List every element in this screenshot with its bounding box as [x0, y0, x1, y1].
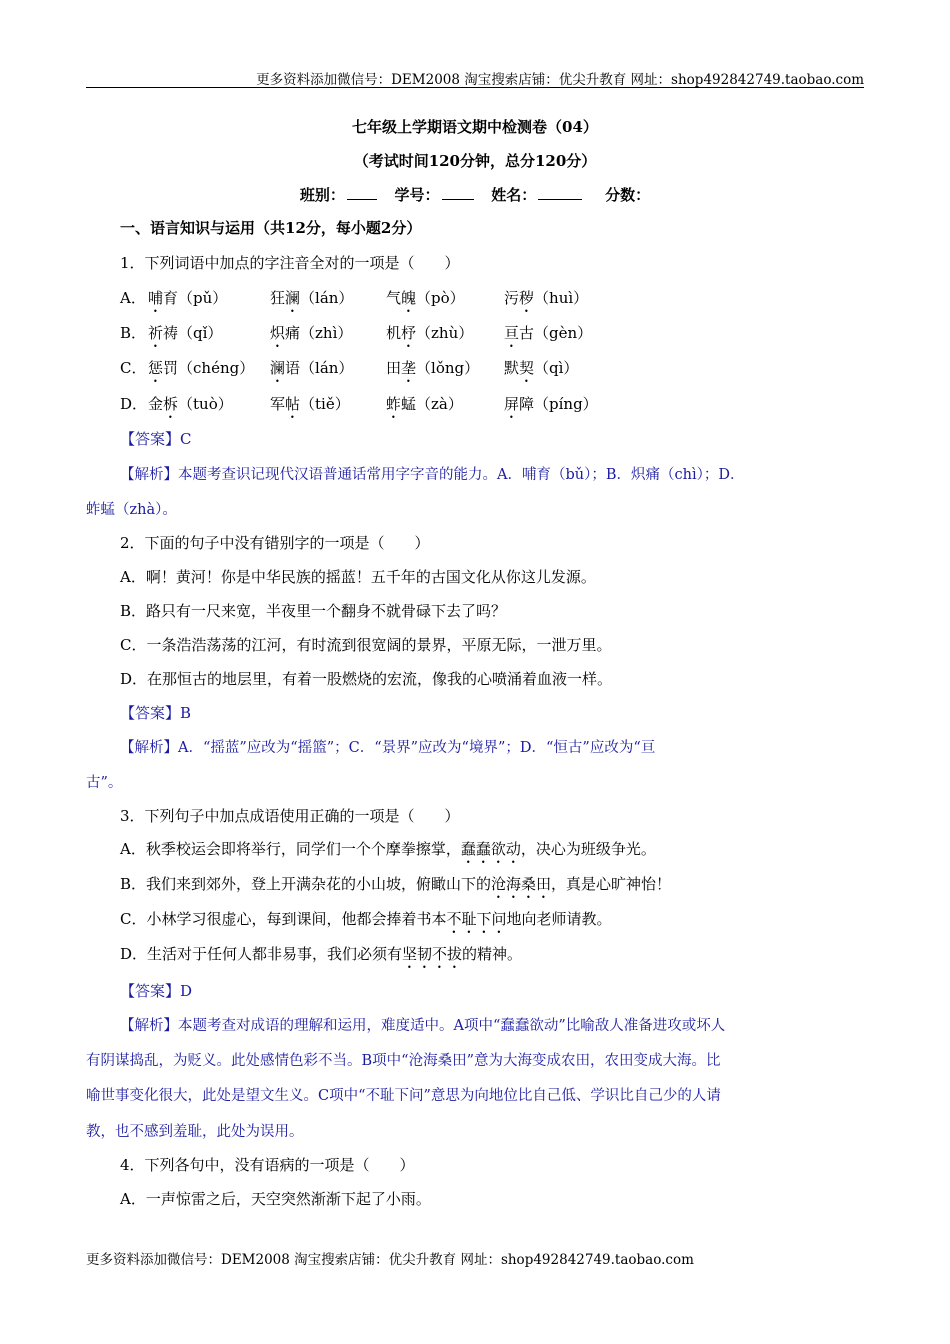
q1-option-item — [148, 357, 254, 386]
item-text: 狂 — [270, 289, 286, 307]
item-text: 田 — [386, 359, 402, 377]
dotted-char: 秽 — [519, 289, 535, 307]
number-label: 学号： — [394, 186, 440, 204]
header-text: 更多资料添加微信号：DEM2008 淘宝搜索店铺：优尖升教育 网址：shop492842749.taobao.com — [256, 72, 864, 88]
q1-option-item — [504, 393, 598, 422]
dotted-char: 柝 — [163, 395, 179, 413]
option-text: C．小林学习很虚心，每到课间，他都会捧着书本 — [120, 910, 447, 928]
q1-option-item — [386, 322, 473, 351]
q1-answer: 【答案】C — [120, 430, 192, 448]
dotted-char: 澜 — [270, 359, 286, 377]
dotted-char: 澜 — [285, 289, 301, 307]
q2-option: B．路只有一尺来宽，半夜里一个翻身不就骨碌下去了吗？ — [120, 602, 507, 620]
item-text: （tuò） — [178, 395, 233, 413]
q1-option-item — [504, 322, 592, 351]
class-blank — [347, 185, 377, 200]
q4-stem: 4．下列各句中，没有语病的一项是（ ） — [120, 1156, 415, 1174]
option-letter: A． — [120, 289, 146, 307]
q3-option — [120, 908, 612, 937]
dotted-idiom: 蠢蠢欲动 — [460, 840, 521, 858]
option-text: B．我们来到郊外，登上开满杂花的小山坡，俯瞰山下的 — [120, 875, 492, 893]
item-text: （huì） — [534, 289, 589, 307]
option-text: 的精神。 — [462, 945, 523, 963]
dotted-idiom: 不耻下问 — [446, 910, 507, 928]
item-text: 语（lán） — [285, 359, 354, 377]
class-label: 班别： — [299, 186, 345, 204]
score-label: 分数： — [605, 186, 651, 204]
q2-stem: 2．下面的句子中没有错别字的一项是（ ） — [120, 534, 430, 552]
q1-option-item — [386, 393, 463, 422]
q1-option-item — [504, 287, 588, 316]
q1-stem: 1．下列词语中加点的字注音全对的一项是（ ） — [120, 254, 460, 272]
option-letter: C． — [120, 359, 147, 377]
q1-option-item — [504, 357, 578, 386]
option-text: ，决心为班级争光。 — [520, 840, 656, 858]
dotted-char: 垄 — [401, 359, 417, 377]
dotted-char: 帖 — [285, 395, 301, 413]
item-text: （zhù） — [416, 324, 474, 342]
q4-option: A．一声惊雷之后，天空突然渐渐下起了小雨。 — [120, 1190, 431, 1208]
item-text: 默 — [504, 359, 520, 377]
dotted-idiom: 坚韧不拔 — [402, 945, 463, 963]
q1-option-item — [270, 287, 353, 316]
q2-option: D．在那恒古的地层里，有着一股燃烧的宏流，像我的心喷涌着血液一样。 — [120, 670, 613, 688]
q3-analysis-line: 教，也不感到羞耻，此处为误用。 — [86, 1124, 304, 1140]
item-text: （tiě） — [300, 395, 350, 413]
item-text: 机 — [386, 324, 402, 342]
item-text: （pò） — [416, 289, 465, 307]
q3-option — [120, 838, 656, 867]
item-text: 痛（zhì） — [285, 324, 353, 342]
dotted-char: 炽 — [270, 324, 286, 342]
option-text: D．生活对于任何人都非易事，我们必须有 — [120, 945, 403, 963]
dotted-char: 契 — [519, 359, 535, 377]
student-info-line — [0, 184, 950, 205]
dotted-char: 祈 — [148, 324, 164, 342]
q2-option: C．一条浩浩荡荡的江河，有时流到很宽阔的景界，平原无际，一泄万里。 — [120, 636, 612, 654]
option-letter: B． — [120, 324, 147, 342]
item-text: 障（píng） — [519, 395, 598, 413]
dotted-char: 杼 — [401, 324, 417, 342]
q3-analysis-line: 【解析】本题考查对成语的理解和运用，难度适中。A项中“蠢蠢欲动”比喻敌人准备进攻或坏人 — [120, 1018, 726, 1034]
q2-analysis-line: 【解析】A．“摇蓝”应改为“摇篮”；C．“景界”应改为“境界”；D．“恒古”应改为“亘 — [120, 740, 656, 756]
item-text: 蜢（zà） — [401, 395, 463, 413]
number-blank — [442, 185, 474, 200]
dotted-char: 屏 — [504, 395, 520, 413]
q1-option-item — [270, 357, 353, 386]
option-text: A．秋季校运会即将举行，同学们一个个摩拳擦掌， — [120, 840, 461, 858]
q3-analysis-line: 有阴谋捣乱，为贬义。此处感情色彩不当。B项中“沧海桑田”意为大海变成农田，农田变成大海。比 — [86, 1053, 721, 1069]
q3-option — [120, 873, 671, 902]
page-subtitle: （考试时间120分钟，总分120分） — [353, 152, 597, 170]
item-text: 气 — [386, 289, 402, 307]
q1-option-item — [386, 287, 465, 316]
item-text: 军 — [270, 395, 286, 413]
dotted-char: 哺 — [148, 289, 164, 307]
q3-answer: 【答案】D — [120, 982, 193, 1000]
q3-analysis-line: 喻世事变化很大，此处是望文生义。C项中“不耻下问”意思为向地位比自己低、学识比自己少的人请 — [86, 1088, 721, 1104]
q1-option-item — [270, 322, 352, 351]
q1-option-item — [386, 357, 479, 386]
section-heading: 一、语言知识与运用（共12分，每小题2分） — [120, 219, 422, 237]
item-text: 罚（chéng） — [163, 359, 255, 377]
footer-text: 更多资料添加微信号：DEM2008 淘宝搜索店铺：优尖升教育 网址：shop492842749.taobao.com — [86, 1252, 694, 1268]
page-title: 七年级上学期语文期中检测卷（04） — [352, 118, 598, 136]
item-text: （lán） — [300, 289, 354, 307]
item-text: 祷（qǐ） — [163, 324, 223, 342]
q3-stem: 3．下列句子中加点成语使用正确的一项是（ ） — [120, 807, 460, 825]
item-text: 金 — [148, 395, 164, 413]
q3-option — [120, 943, 522, 972]
q2-option: A．啊！黄河！你是中华民族的摇蓝！五千年的古国文化从你这儿发源。 — [120, 568, 596, 586]
q1-analysis-line: 【解析】本题考查识记现代汉语普通话常用字字音的能力。A．哺育（bǔ）；B．炽痛（chì）；D． — [120, 467, 745, 483]
q2-analysis-line: 古”。 — [86, 775, 123, 791]
q1-option-item — [148, 393, 233, 422]
dotted-char: 亘 — [504, 324, 520, 342]
q1-option-item — [148, 322, 222, 351]
item-text: （lǒng） — [416, 359, 480, 377]
option-text: ，真是心旷神怡！ — [551, 875, 672, 893]
header-rule — [86, 87, 864, 88]
q1-option-item — [148, 287, 227, 316]
option-letter: D． — [120, 395, 148, 413]
dotted-char: 蚱 — [386, 395, 402, 413]
dotted-char: 魄 — [401, 289, 417, 307]
q1-analysis-line: 蚱蜢（zhà）。 — [86, 502, 177, 518]
item-text: 古（gèn） — [519, 324, 593, 342]
q2-answer: 【答案】B — [120, 704, 192, 722]
item-text: 污 — [504, 289, 520, 307]
dotted-idiom: 沧海桑田 — [491, 875, 552, 893]
dotted-char: 惩 — [148, 359, 164, 377]
name-blank — [538, 185, 582, 200]
item-text: （qì） — [534, 359, 579, 377]
q1-option-item — [270, 393, 350, 422]
name-label: 姓名： — [491, 186, 537, 204]
option-text: 地向老师请教。 — [506, 910, 612, 928]
item-text: 育（pǔ） — [163, 289, 228, 307]
